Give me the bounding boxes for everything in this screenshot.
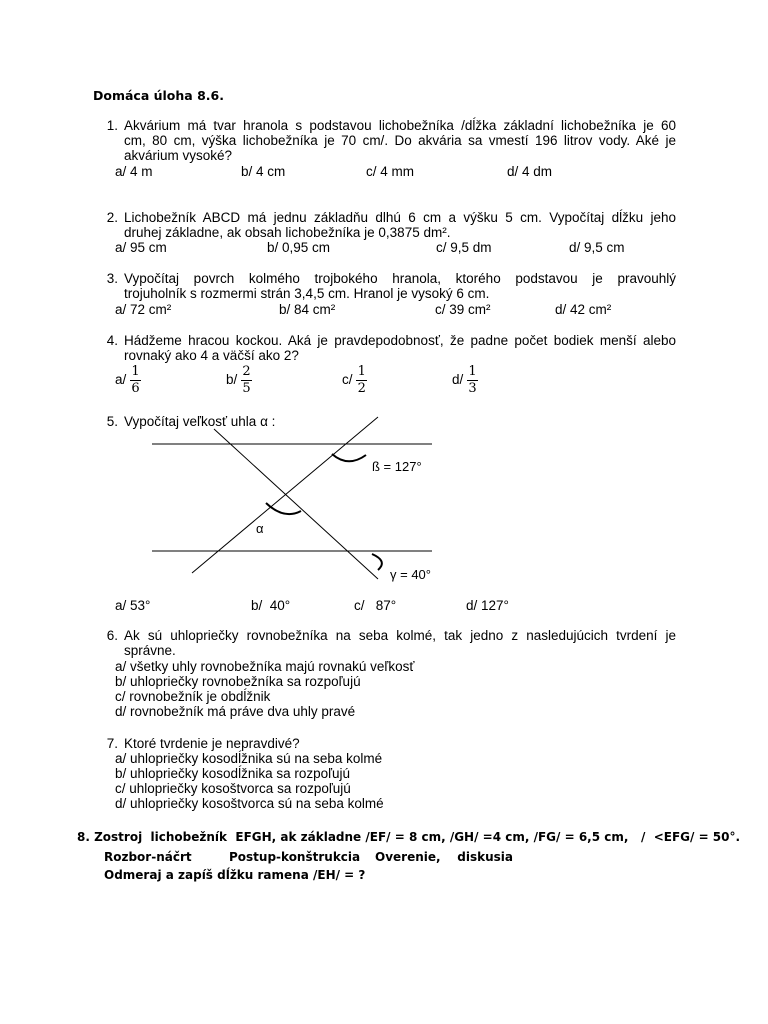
q7-option-c: c/ uhlopriečky kosoštvorca sa rozpoľujú	[115, 781, 351, 796]
fraction-denominator: 6	[131, 381, 140, 396]
q7-option-b: b/ uhlopriečky kosodĺžnika sa rozpoľujú	[115, 766, 351, 781]
q8-sub-postup: Postup-konštrukcia	[229, 850, 361, 864]
beta-label: ß = 127°	[372, 459, 422, 474]
q2-line1: Lichobežník ABCD má jednu základňu dlhú 6 cm a výšku 5 cm. Vypočítaj dĺžku jeho	[124, 210, 676, 225]
q7-text: Ktoré tvrdenie je nepravdivé?	[124, 736, 300, 751]
q6-option-a: a/ všetky uhly rovnobežníka majú rovnakú veľkosť	[115, 659, 415, 674]
q1-answer-c: c/ 4 mm	[366, 164, 415, 179]
alpha-angle-arc	[266, 503, 301, 514]
q3-number: 3.	[106, 271, 118, 286]
q8-measure-line: Odmeraj a zapíš dĺžku ramena /EH/ = ?	[104, 868, 366, 882]
beta-angle-arc	[332, 454, 366, 461]
q7-options	[115, 751, 384, 811]
gamma-angle-arc	[372, 554, 382, 570]
q6-number: 6.	[106, 628, 118, 643]
q7-number: 7.	[106, 736, 118, 751]
q1-answer-a: a/ 4 m	[115, 164, 153, 179]
q4-answer-d-prefix: d/	[452, 372, 464, 388]
fraction-numerator: 1	[468, 364, 477, 379]
q2-answer-d: d/ 9,5 cm	[569, 240, 625, 255]
q5-number: 5.	[106, 414, 118, 429]
q6-option-b: b/ uhlopriečky rovnobežníka sa rozpoľujú	[115, 674, 361, 689]
q5-text: Vypočítaj veľkosť uhla α :	[124, 414, 276, 429]
q4-answer-a-prefix: a/	[115, 372, 127, 388]
q2-line2: druhej základne, ak obsah lichobežníka je 0,3875 dm².	[124, 225, 451, 240]
transversal-line-2	[192, 417, 378, 573]
q6-options	[115, 659, 414, 719]
q8-sub-overenie: Overenie, diskusia	[375, 850, 514, 864]
q4-line2: rovnaký ako 4 a väčší ako 2?	[124, 348, 299, 363]
q6-text	[124, 628, 676, 658]
q6-option-d: d/ rovnobežník má práve dva uhly pravé	[115, 704, 356, 719]
q1-line2: cm, 80 cm, výška lichobežníka je 70 cm/. Do akvária sa vmestí 196 litrov vody. Aké je	[124, 133, 676, 148]
q6-option-c: c/ rovnobežník je obdĺžnik	[115, 689, 271, 704]
q5-answer-d: d/ 127°	[466, 598, 509, 613]
q2-answer-c: c/ 9,5 dm	[436, 240, 492, 255]
fraction-numerator: 1	[131, 364, 140, 379]
q5-answer-b: b/ 40°	[251, 598, 291, 613]
fraction-denominator: 2	[357, 381, 366, 396]
transversal-line-1	[214, 429, 378, 579]
q8-sub-rozbor: Rozbor-náčrt	[104, 850, 192, 864]
q3-answer-d: d/ 42 cm²	[555, 302, 612, 317]
q6-line1: Ak sú uhlopriečky rovnobežníka na seba kolmé, tak jedno z nasledujúcich tvrdení je	[124, 628, 676, 643]
q1-line1: Akvárium má tvar hranola s podstavou lichobežníka /dĺžka základní lichobežníka je 60	[124, 118, 676, 133]
page-title: Domáca úloha 8.6.	[93, 88, 224, 103]
fraction-numerator: 1	[357, 364, 366, 379]
fraction-denominator: 5	[242, 381, 251, 396]
q5-answer-c: c/ 87°	[354, 598, 397, 613]
q7-option-a: a/ uhlopriečky kosodĺžnika sú na seba kolmé	[115, 751, 383, 766]
q3-line2: trojuholník s rozmermi strán 3,4,5 cm. Hranol je vysoký 6 cm.	[124, 286, 490, 301]
q2-answer-a: a/ 95 cm	[115, 240, 167, 255]
q1-line3: akvárium vysoké?	[124, 148, 233, 163]
q4-line1: Hádžeme hracou kockou. Aká je pravdepodobnosť, že padne počet bodiek menší alebo	[124, 333, 676, 348]
fraction-denominator: 3	[468, 381, 477, 396]
q8-text: 8. Zostroj lichobežník EFGH, ak základne /EF/ = 8 cm, /GH/ =4 cm, /FG/ = 6,5 cm, / <EFG/ = 50°.	[77, 830, 741, 844]
q1-answer-d: d/ 4 dm	[507, 164, 553, 179]
q3-line1: Vypočítaj povrch kolmého trojbokého hranola, ktorého podstavou je pravouhlý	[124, 271, 676, 286]
gamma-label: γ = 40°	[390, 567, 431, 582]
q5-answer-a: a/ 53°	[115, 598, 151, 613]
q3-answer-b: b/ 84 cm²	[279, 302, 336, 317]
q4-answer-b-prefix: b/	[226, 372, 238, 388]
q7-option-d: d/ uhlopriečky kosoštvorca sú na seba kolmé	[115, 796, 384, 811]
q1-number: 1.	[106, 118, 118, 133]
q2-number: 2.	[106, 210, 118, 225]
q3-answer-c: c/ 39 cm²	[435, 302, 491, 317]
alpha-label: α	[256, 521, 264, 536]
q4-answer-c-prefix: c/	[342, 372, 353, 388]
q4-number: 4.	[106, 333, 118, 348]
q3-answer-a: a/ 72 cm²	[115, 302, 172, 317]
fraction-numerator: 2	[242, 364, 251, 379]
q6-line2: správne.	[124, 643, 176, 658]
q2-answer-b: b/ 0,95 cm	[267, 240, 331, 255]
q1-answer-b: b/ 4 cm	[241, 164, 286, 179]
